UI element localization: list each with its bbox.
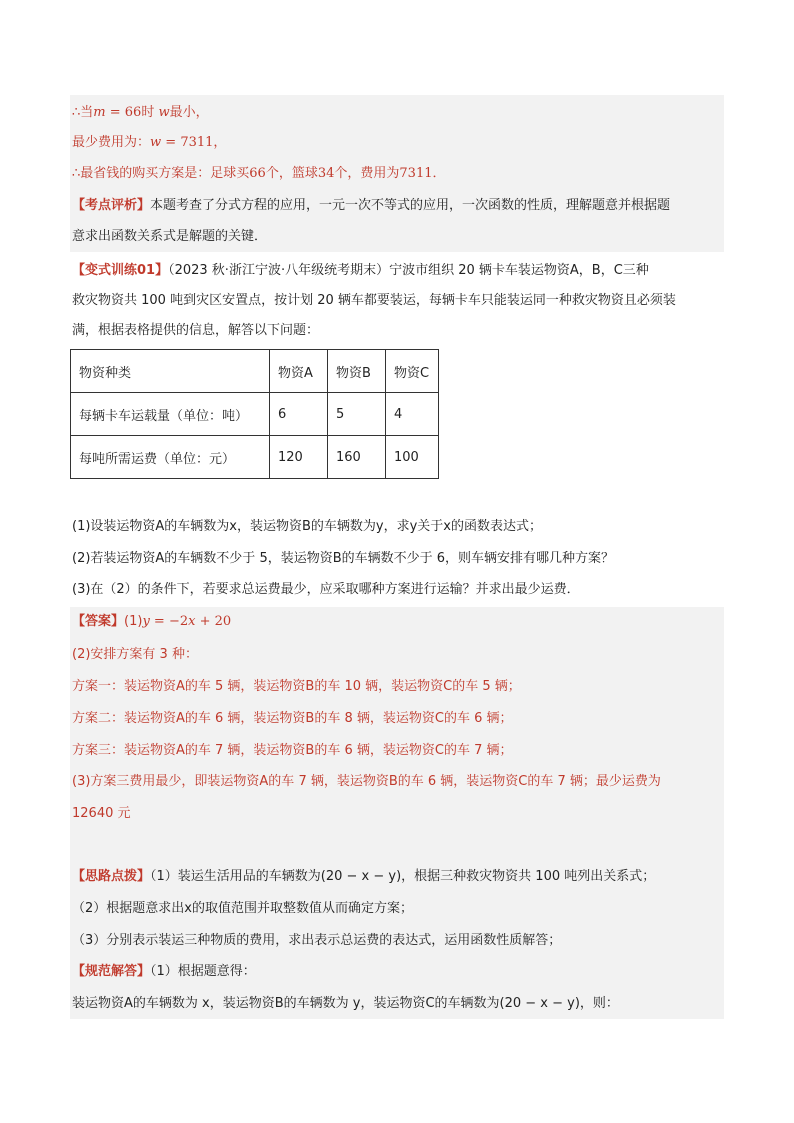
materials-table [70,349,439,479]
table-cell: 6 [270,393,328,436]
hint-line-1: 【思路点拨】（1）装运生活用品的车辆数为(20 − x − y)，根据三种救灾物资共 100 吨列出关系式； [72,869,656,884]
variant-training-tag: 【变式训练01】 [72,263,169,278]
problem-line-2: 救灾物资共 100 吨到灾区安置点，按计划 20 辆车都要装运，每辆卡车只能装运同一种救灾物资且必须装 [72,293,676,308]
answer-line-1: 【答案】(1)y = −2x + 20 [72,614,232,629]
table-cell: 120 [270,436,328,479]
table-cell: 160 [328,436,386,479]
solution-line-2: 装运物资A的车辆数为 x，装运物资B的车辆数为 y，装运物资C的车辆数为(20 − x − y)，则： [72,996,619,1011]
question-1: (1)设装运物资A的车辆数为x，装运物资B的车辆数为y，求y关于x的函数表达式； [72,519,542,534]
conclusion-line-2: 最少费用为：w = 7311， [72,135,227,150]
key-point-line-2: 意求出函数关系式是解题的关键． [72,229,268,244]
table-row [71,393,439,436]
solution-line-1: 【规范解答】（1）根据题意得： [72,964,256,979]
question-2: (2)若装运物资A的车辆数不少于 5，装运物资B的车辆数不少于 6，则车辆安排有哪几种方案？ [72,551,615,566]
answer-plan-3: 方案三：装运物资A的车 7 辆，装运物资B的车 6 辆，装运物资C的车 7 辆； [72,743,513,758]
table-cell: 4 [386,393,439,436]
answer-line-3: (3)方案三费用最少，即装运物资A的车 7 辆，装运物资B的车 6 辆，装运物资C的车 7 辆；最少运费为 [72,774,661,789]
problem-line-1: 【变式训练01】（2023 秋·浙江宁波·八年级统考期末）宁波市组织 20 辆卡车装运物资A，B，C三种 [72,263,649,278]
answer-block-background [70,607,724,1019]
conclusion-line-3: ∴最省钱的购买方案是：足球买66个，篮球34个，费用为7311． [72,166,446,181]
table-row [71,436,439,479]
answer-plan-1: 方案一：装运物资A的车 5 辆，装运物资B的车 10 辆，装运物资C的车 5 辆； [72,679,521,694]
table-header-cell: 物资A [270,350,328,393]
key-point-line-1: 【考点评析】本题考查了分式方程的应用，一元一次不等式的应用，一次函数的性质，理解题意并根据题 [72,198,671,213]
table-cell: 每辆卡车运载量（单位：吨） [71,393,270,436]
table-header-row [71,350,439,393]
answer-line-2: (2)安排方案有 3 种： [72,647,198,662]
table-header-cell: 物资B [328,350,386,393]
hint-line-3: （3）分别表示装运三种物质的费用，求出表示总运费的表达式，运用函数性质解答； [72,933,562,948]
conclusion-line-1: ∴当m = 66时 w最小， [72,105,209,120]
hint-line-2: （2）根据题意求出x的取值范围并取整数值从而确定方案； [72,901,413,916]
solution-tag: 【规范解答】 [72,964,151,979]
answer-tag: 【答案】 [72,614,125,629]
table-header-cell: 物资C [386,350,439,393]
table-cell: 100 [386,436,439,479]
hint-tag: 【思路点拨】 [72,869,151,884]
table-cell: 每吨所需运费（单位：元） [71,436,270,479]
table-header-cell: 物资种类 [71,350,270,393]
answer-line-4: 12640 元 [72,806,131,821]
problem-line-3: 满，根据表格提供的信息，解答以下问题： [72,323,320,338]
table-cell: 5 [328,393,386,436]
answer-plan-2: 方案二：装运物资A的车 6 辆，装运物资B的车 8 辆，装运物资C的车 6 辆； [72,711,513,726]
key-point-tag: 【考点评析】 [72,198,151,213]
question-3: (3)在（2）的条件下，若要求总运费最少，应采取哪种方案进行运输？并求出最少运费． [72,582,580,597]
